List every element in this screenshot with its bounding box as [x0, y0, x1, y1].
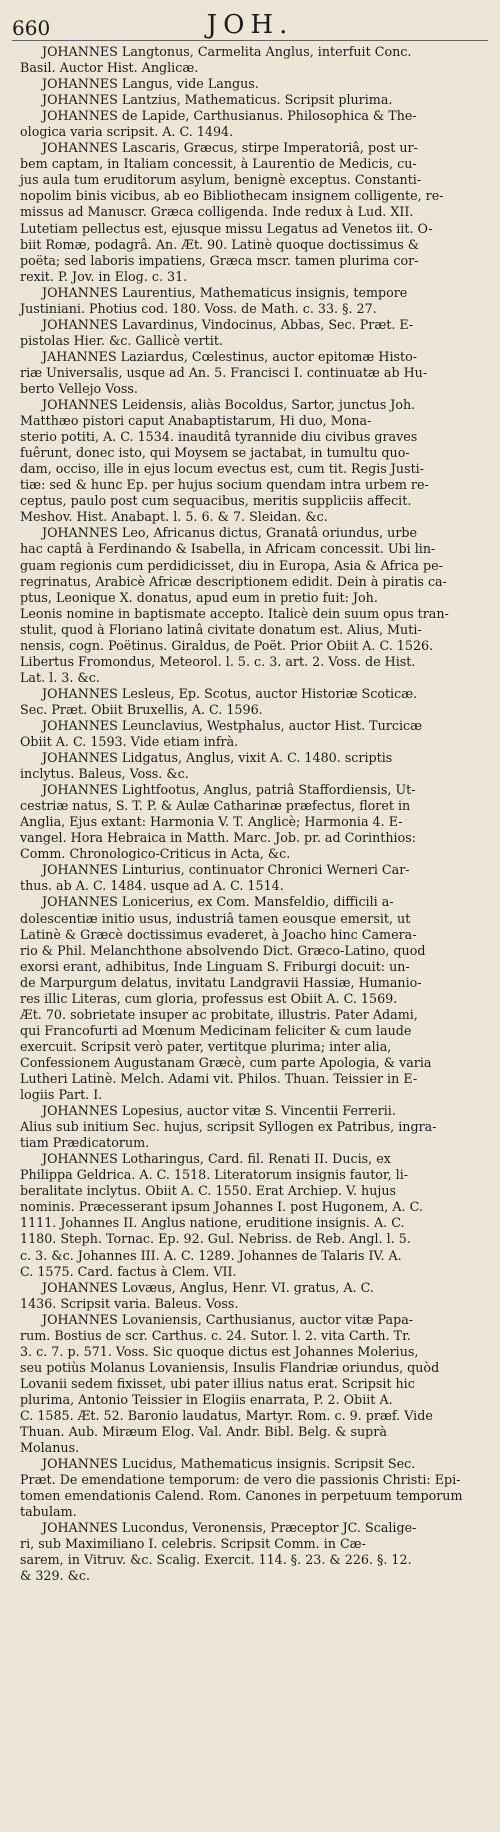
- entry-line: JOHANNES Lesleus, Ep. Scotus, auctor Historiæ Scoticæ.: [42, 685, 418, 701]
- entry-line: nensis, cogn. Poëtinus. Giraldus, de Poët. Prior Obiit A. C. 1526.: [20, 637, 434, 653]
- entry-line: de Marpurgum delatus, invitatu Landgravii Hassiæ, Humanio-: [20, 974, 422, 990]
- running-head: JOH.: [206, 10, 294, 40]
- entry-line: biit Romæ, podagrâ. An. Æt. 90. Latinè quoque doctissimus &: [20, 236, 420, 252]
- entry-line: Anglia, Ejus extant: Harmonia V. T. Anglicè; Harmonia 4. E-: [20, 814, 403, 830]
- entry-line: C. 1575. Card. factus à Clem. VII.: [20, 1263, 237, 1279]
- dictionary-entry: [12, 750, 488, 782]
- entry-line: 1180. Steph. Tornac. Ep. 92. Gul. Nebriss. de Reb. Angl. l. 5.: [20, 1231, 411, 1247]
- entry-line: rexit. P. Jov. in Elog. c. 31.: [20, 268, 188, 284]
- entry-line: JOHANNES Lopesius, auctor vitæ S. Vincentii Ferrerii.: [42, 1103, 396, 1119]
- entry-line: JOHANNES Lotharingus, Card. fil. Renati II. Ducis, ex: [42, 1151, 391, 1167]
- entry-line: poëta; sed laboris impatiens, Græca mscr. tamen plurima cor-: [20, 252, 419, 268]
- entry-line: Matthæo pistori caput Anabaptistarum, Hi duo, Mona-: [20, 413, 372, 429]
- entry-line: JOHANNES de Lapide, Carthusianus. Philosophica & The-: [42, 108, 417, 124]
- entry-line: Lovanii sedem fixisset, ubi pater illius natus erat. Scripsit hic: [20, 1375, 415, 1391]
- entry-line: nominis. Præcesserant ipsum Johannes I. post Hugonem, A. C.: [20, 1199, 423, 1215]
- dictionary-entry: [12, 285, 488, 317]
- entry-line: Leonis nomine in baptismate accepto. Italicè dein suum opus tran-: [20, 605, 449, 621]
- entry-list: [12, 44, 488, 1585]
- dictionary-entry: [12, 44, 488, 76]
- entry-line: Thuan. Aub. Miræum Elog. Val. Andr. Bibl. Belg. & suprà: [20, 1424, 387, 1440]
- entry-line: JOHANNES Lantzius, Mathematicus. Scripsit plurima.: [42, 92, 393, 108]
- entry-line: rio & Phil. Melanchthone absolvendo Dict. Græco-Latino, quod: [20, 942, 426, 958]
- dictionary-entry: [12, 1520, 488, 1584]
- entry-line: qui Francofurti ad Mœnum Medicinam feliciter & cum laude: [20, 1022, 412, 1038]
- entry-line: logiis Part. I.: [20, 1087, 103, 1103]
- entry-line: Alius sub initium Sec. hujus, scripsit Syllogen ex Patribus, ingra-: [20, 1119, 437, 1135]
- entry-line: exorsi erant, adhibitus, Inde Linguam S. Friburgi docuit: un-: [20, 958, 410, 974]
- dictionary-entry: [12, 317, 488, 349]
- entry-line: ri, sub Maximiliano I. celebris. Scripsit Comm. in Cæ-: [20, 1536, 366, 1552]
- entry-line: C. 1585. Æt. 52. Baronio laudatus, Martyr. Rom. c. 9. præf. Vide: [20, 1407, 433, 1423]
- entry-line: thus. ab A. C. 1484. usque ad A. C. 1514.: [20, 878, 284, 894]
- entry-line: 1111. Johannes II. Anglus natione, eruditione insignis. A. C.: [20, 1215, 405, 1231]
- entry-line: tomen emendationis Calend. Rom. Canones in perpetuum temporum: [20, 1488, 463, 1504]
- entry-line: JOHANNES Leunclavius, Westphalus, auctor Hist. Turcicæ: [42, 717, 423, 733]
- entry-line: tiam Prædicatorum.: [20, 1135, 150, 1151]
- dictionary-entry: [12, 1312, 488, 1456]
- entry-line: tabulam.: [20, 1504, 77, 1520]
- dictionary-entry: [12, 108, 488, 140]
- entry-line: JOHANNES Laurentius, Mathematicus insignis, tempore: [42, 284, 408, 300]
- entry-line: Confessionem Augustanam Græcè, cum parte Apologia, & varia: [20, 1054, 432, 1070]
- entry-line: ptus, Leonique X. donatus, apud eum in pretio fuit: Joh.: [20, 589, 378, 605]
- dictionary-entry: [12, 140, 488, 284]
- entry-line: JOHANNES Lavardinus, Vindocinus, Abbas, Sec. Præt. E-: [42, 316, 414, 332]
- entry-line: JOHANNES Lovaniensis, Carthusianus, auctor vitæ Papa-: [42, 1311, 414, 1327]
- entry-line: pistolas Hier. &c. Gallicè vertit.: [20, 332, 223, 348]
- entry-line: exercuit. Scripsit verò pater, vertitque plurima; inter alia,: [20, 1038, 392, 1054]
- entry-line: guam regionis cum perdidicisset, diu in Europa, Asia & Africa pe-: [20, 557, 443, 573]
- entry-line: Molanus.: [20, 1440, 80, 1456]
- entry-line: Comm. Chronologico-Criticus in Acta, &c.: [20, 846, 291, 862]
- entry-line: JOHANNES Langtonus, Carmelita Anglus, interfuit Conc.: [42, 44, 412, 59]
- entry-line: ologica varia scripsit. A. C. 1494.: [20, 124, 234, 140]
- entry-line: Basil. Auctor Hist. Anglicæ.: [20, 60, 199, 76]
- entry-line: cestriæ natus, S. T. P. & Aulæ Catharinæ præfectus, floret in: [20, 798, 411, 814]
- entry-line: ceptus, paulo post cum sequacibus, meritis suppliciis affecit.: [20, 493, 412, 509]
- entry-line: Libertus Fromondus, Meteorol. l. 5. c. 3. art. 2. Voss. de Hist.: [20, 653, 416, 669]
- entry-line: 1436. Scripsit varia. Baleus. Voss.: [20, 1295, 239, 1311]
- entry-line: Obiit A. C. 1593. Vide etiam infrà.: [20, 734, 239, 750]
- entry-line: rum. Bostius de scr. Carthus. c. 24. Sutor. l. 2. vita Carth. Tr.: [20, 1327, 411, 1343]
- entry-line: sterio potiti, A. C. 1534. inauditâ tyrannide diu civibus graves: [20, 429, 418, 445]
- dictionary-entry: [12, 76, 488, 92]
- entry-line: dam, occiso, ille in ejus locum evectus est, cum tit. Regis Justi-: [20, 461, 425, 477]
- dictionary-entry: [12, 397, 488, 525]
- entry-line: beralitate inclytus. Obiit A. C. 1550. Erat Archiep. V. hujus: [20, 1183, 397, 1199]
- entry-line: regrinatus, Arabicè Africæ descriptionem edidit. Dein à piratis ca-: [20, 573, 447, 589]
- page-number: 660: [12, 16, 51, 40]
- entry-line: tiæ: sed & hunc Ep. per hujus socium quendam intra urbem re-: [20, 477, 429, 493]
- entry-line: c. 3. &c. Johannes III. A. C. 1289. Johannes de Talaris IV. A.: [20, 1247, 402, 1263]
- dictionary-entry: [12, 1151, 488, 1279]
- entry-line: JAHANNES Laziardus, Cœlestinus, auctor epitomæ Histo-: [42, 348, 418, 364]
- entry-line: JOHANNES Lascaris, Græcus, stirpe Imperatoriâ, post ur-: [42, 140, 418, 156]
- entry-line: & 329. &c.: [20, 1568, 91, 1584]
- entry-line: jus aula tum eruditorum asylum, benignè exceptus. Constanti-: [20, 172, 422, 188]
- entry-line: JOHANNES Lonicerius, ex Com. Mansfeldio, difficili a-: [42, 894, 394, 910]
- entry-line: JOHANNES Lidgatus, Anglus, vixit A. C. 1480. scriptis: [42, 750, 393, 766]
- entry-line: Justiniani. Photius cod. 180. Voss. de Math. c. 33. §. 27.: [20, 300, 377, 316]
- dictionary-entry: [12, 718, 488, 750]
- entry-line: Latinè & Græcè doctissimus evaderet, à Joacho hinc Camera-: [20, 926, 417, 942]
- entry-line: seu potiùs Molanus Lovaniensis, Insulis Flandriæ oriundus, quòd: [20, 1359, 440, 1375]
- entry-line: JOHANNES Leo, Africanus dictus, Granatâ oriundus, urbe: [42, 525, 418, 541]
- dictionary-entry: [12, 525, 488, 685]
- entry-line: Philippa Geldrica. A. C. 1518. Literatorum insignis fautor, li-: [20, 1167, 409, 1183]
- entry-line: missus ad Manuscr. Græca colligenda. Inde redux à Lud. XII.: [20, 204, 414, 220]
- entry-line: nopolim binis vicibus, ab eo Bibliothecam insignem colligente, re-: [20, 188, 444, 204]
- entry-line: inclytus. Baleus, Voss. &c.: [20, 766, 189, 782]
- entry-line: dolescentiæ initio usus, industriâ tamen eousque emersit, ut: [20, 910, 411, 926]
- entry-line: JOHANNES Lucidus, Mathematicus insignis. Scripsit Sec.: [42, 1456, 416, 1472]
- entry-line: hac captâ à Ferdinando & Isabella, in Africam concessit. Ubi lin-: [20, 541, 436, 557]
- dictionary-entry: [12, 862, 488, 894]
- dictionary-entry: [12, 92, 488, 108]
- entry-line: Meshov. Hist. Anabapt. l. 5. 6. & 7. Sleidan. &c.: [20, 509, 328, 525]
- entry-line: JOHANNES Leidensis, aliàs Bocoldus, Sartor, junctus Joh.: [42, 397, 416, 413]
- entry-line: fuêrunt, donec isto, qui Moysem se jactabat, in tumultu quo-: [20, 445, 410, 461]
- entry-line: bem captam, in Italiam concessit, à Laurentio de Medicis, cu-: [20, 156, 417, 172]
- entry-line: riæ Universalis, usque ad An. 5. Francisci I. continuatæ ab Hu-: [20, 364, 428, 380]
- dictionary-entry: [12, 686, 488, 718]
- entry-line: berto Vellejo Voss.: [20, 380, 138, 396]
- page-header: [12, 6, 488, 41]
- entry-line: Æt. 70. sobrietate insuper ac probitate, illustris. Pater Adami,: [20, 1006, 418, 1022]
- entry-line: JOHANNES Langus, vide Langus.: [42, 76, 259, 92]
- entry-line: JOHANNES Linturius, continuator Chronici Werneri Car-: [42, 862, 410, 878]
- entry-line: Lat. l. 3. &c.: [20, 669, 100, 685]
- entry-line: Lutheri Latinè. Melch. Adami vit. Philos. Thuan. Teissier in E-: [20, 1071, 418, 1086]
- entry-line: Præt. De emendatione temporum: de vero die passionis Christi: Epi-: [20, 1472, 461, 1488]
- entry-line: plurima, Antonio Teissier in Elogiis enarrata, P. 2. Obiit A.: [20, 1391, 393, 1407]
- dictionary-entry: [12, 1280, 488, 1312]
- entry-line: vangel. Hora Hebraica in Matth. Marc. Job. pr. ad Corinthios:: [20, 830, 417, 846]
- entry-line: stulit, quod à Floriano latinâ civitate donatum est. Alius, Muti-: [20, 621, 422, 637]
- dictionary-entry: [12, 894, 488, 1103]
- entry-line: sarem, in Vitruv. &c. Scalig. Exercit. 114. §. 23. & 226. §. 12.: [20, 1552, 412, 1568]
- dictionary-entry: [12, 1103, 488, 1151]
- dictionary-entry: [12, 1456, 488, 1520]
- entry-line: JOHANNES Lightfootus, Anglus, patriâ Staffordiensis, Ut-: [42, 782, 416, 798]
- dictionary-entry: [12, 782, 488, 862]
- entry-line: Sec. Præt. Obiit Bruxellis, A. C. 1596.: [20, 701, 263, 717]
- entry-line: JOHANNES Lovæus, Anglus, Henr. VI. gratus, A. C.: [42, 1279, 374, 1295]
- entry-line: res illic Literas, cum gloria, professus est Obiit A. C. 1569.: [20, 990, 398, 1006]
- dictionary-entry: [12, 349, 488, 397]
- entry-line: Lutetiam pellectus est, ejusque missu Legatus ad Venetos iit. O-: [20, 220, 433, 236]
- entry-line: 3. c. 7. p. 571. Voss. Sic quoque dictus est Johannes Molerius,: [20, 1343, 419, 1359]
- entry-line: JOHANNES Lucondus, Veronensis, Præceptor JC. Scalige-: [42, 1520, 417, 1536]
